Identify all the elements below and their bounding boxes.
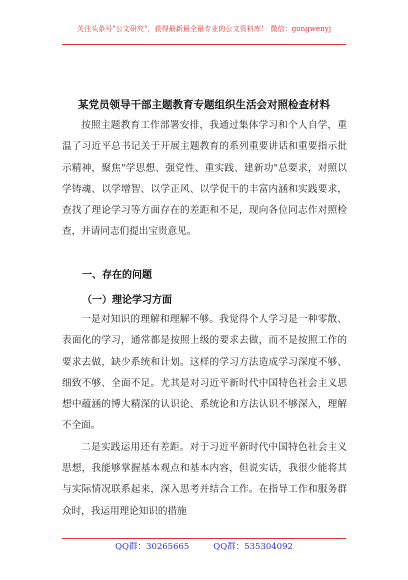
document-title: 某党员领导干部主题教育专题组织生活会对照检查材料 (78, 99, 330, 111)
header-notice: 关注头条号"公文研究"，获得最新最全最专业的公文资料库！ 微信：gongwenyj (76, 25, 332, 33)
footer (0, 540, 408, 552)
footer-qq-group-1: QQ群：30265665 (115, 542, 190, 552)
intro-block (62, 115, 347, 243)
intro-paragraph: 按照主题教育工作部署安排，我通过集体学习和个人自学，重温了习近平总书记关于开展主题教育的系列重要讲话和重要指示批示精神，聚焦"学思想、强党性、重实践、建新功"总要求，对照以学铸魂、以学增智、以学正风、以学促干的丰富内涵和实践要求，查找了理论学习等方面存在的差距和不足，现向各位同志作对照检查，并请同志们提出宝贵意见。 (62, 120, 347, 238)
footer-divider (62, 538, 346, 539)
header-divider (62, 44, 346, 45)
body-paragraph-2: 二是实践运用还有差距。对于习近平新时代中国特色社会主义思想，我能够掌握基本观点和基本内容，但说实话，我很少能将其与实际情况联系起来，深入思考并结合工作。在指导工作和服务群众时，我运用理论知识的措施 (62, 441, 347, 517)
footer-qq-group-2: QQ群：535304092 (213, 542, 293, 552)
body-paragraph-1: 一是对知识的理解和理解不够。我觉得个人学习是一种零散、表面化的学习，通常都是按照上级的要求去做，而不是按照工作的要求去做，缺少系统和计划。这样的学习方法造成学习深度不够、细致不够、全面不足。尤其是对习近平新时代中国特色社会主义思想中蕴涵的博大精深的认识论、系统论和方法认识不够深入，理解不全面。 (62, 314, 347, 432)
subsection-heading: （一）理论学习方面 (82, 295, 172, 306)
problem-list (62, 309, 347, 522)
section-heading: 一、存在的问题 (82, 270, 152, 281)
